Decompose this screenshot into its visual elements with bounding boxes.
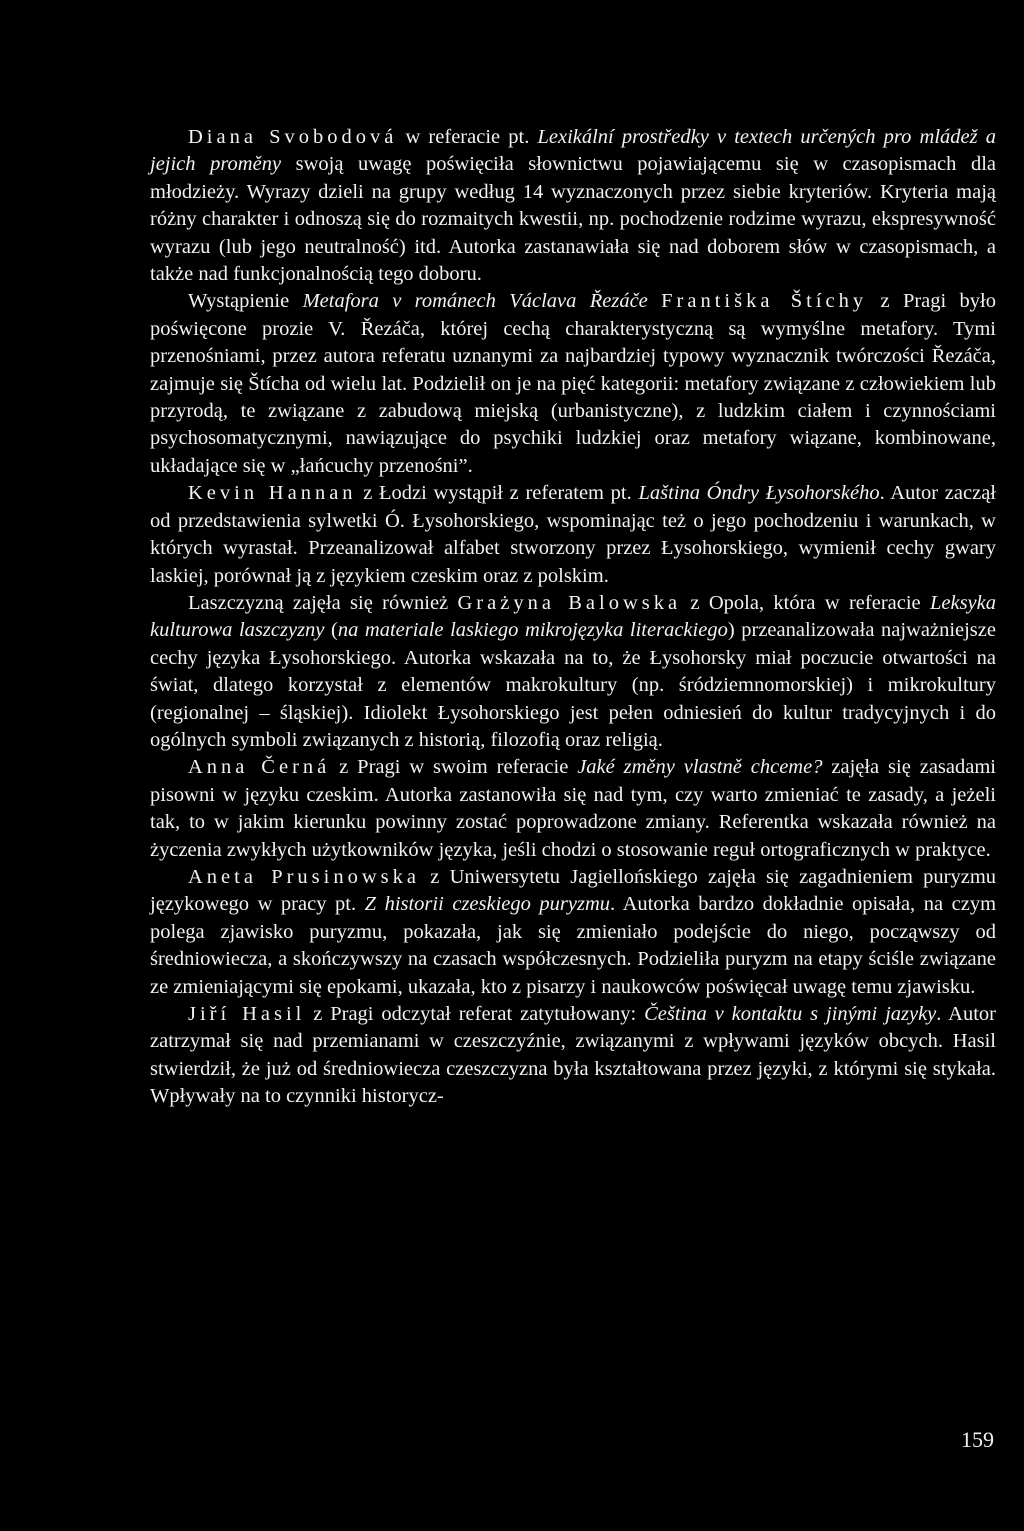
document-body [150,124,996,1111]
author-name: Františka Štíchy [661,290,868,313]
body-text: . Autor zatrzymał się nad przemianami w czeszczyźnie, związanymi z wpływami języków obcych. Hasil stwierdził, że już od średniowiecza czeszczyzna była kształtowana przez języki, z którymi się stykała. Wpływały na to czynniki historycz- [150,1003,997,1108]
paragraph [150,864,996,1001]
body-text: ( [324,619,338,642]
body-text: w referacie pt. [397,126,538,148]
body-text: z Łodzi wystąpił z referatem pt. [356,482,639,505]
author-name: Grażyna Balowska [457,591,682,614]
paragraph [150,480,996,590]
title-text: na materiale laskiego mikrojęzyka literackiego [337,619,728,642]
title-text: Laština Óndry Łysohorského [638,482,880,505]
body-text: z Uniwersytetu Jagiellońskiego zajęła się zagadnieniem puryzmu językowego w pracy pt. [150,865,997,916]
paragraph [150,754,996,864]
author-name: Diana Svobodová [188,126,398,148]
paragraph [150,590,996,754]
body-text [648,290,661,312]
document-page [150,124,996,1111]
page-number: 159 [961,1427,994,1452]
author-name: Kevin Hannan [188,482,357,505]
title-text: Lexikální prostředky v textech určených pro mládež a jejich proměny [150,126,996,176]
body-text: . Autorka bardzo dokładnie opisała, na czym polega zjawisko puryzmu, pokazała, jak się zmieniało podejście do niego, począwszy od średniowiecza, a skończywszy na czasach współczesnych. Podzieliła puryzm na etapy ściśle związane ze zmieniającymi się epokami, ukazała, kto z pisarzy i naukowców poświęcał uwagę temu zjawisku. [150,893,997,998]
body-text: ) przeanalizowała najważniejsze cechy języka Łysohorskiego. Autorka wskazała na to, że Łysohorsky miał poczucie otwartości na świat, dlatego korzystał z elementów makrokultury (np. śródziemnomorskiej) i mikrokultury (regionalnej – śląskiej). Idiolekt Łysohorskiego jest pełen odniesień do kultur tradycyjnych i do ogólnych symboli związanych z historią, filozofią oraz religią. [150,619,996,751]
body-text: z Opola, która w referacie [681,591,930,614]
body-text: Wystąpienie [188,290,303,313]
body-text: . Autor zaczął od przedstawienia sylwetki Ó. Łysohorskiego, wspominając też o jego pochodzeniu i warunkach, w których wyrastał. Przeanalizował alfabet stworzony przez Łysohorskiego, wymienił cechy gwary laskiej, porównał ją z językiem czeskim oraz z polskim. [150,482,996,587]
paragraph [150,124,996,288]
body-text: z Pragi odczytał referat zatytułowany: [305,1003,645,1025]
paragraph [150,1001,996,1111]
body-text: zajęła się zasadami pisowni w języku czeskim. Autorka zastanowiła się nad tym, czy warto zmieniać te zasady, a jeżeli tak, to w jakim kierunku powinny zostać poprowadzone zmiany. Referentka wskazała również na życzenia zwykłych użytkowników języka, jeśli chodzi o stosowanie reguł ortograficznych w praktyce. [150,756,997,861]
body-text: swoją uwagę poświęciła słownictwu pojawiającemu się w czasopismach dla młodzieży. Wyrazy dzieli na grupy według 14 wyznaczonych przez siebie kryteriów. Kryteria mają różny charakter i odnoszą się do rozmaitych kwestii, np. pochodzenie rodzime wyrazu, ekspresywność wyrazu (lub jego neutralność) itd. Autorka zastanawiała się nad doborem słów w czasopismach, a także nad funkcjonalnością tego doboru. [150,153,996,286]
author-name: Jiří Hasil [188,1003,306,1025]
paragraph [150,288,996,480]
body-text: z Pragi było poświęcone prozie V. Řezáča, której cechą charakterystyczną są wymyślne metafory. Tymi przenośniami, przez autora referatu uznanymi za najbardziej typowy wyznacznik twórczości Řezáča, zajmuje się Štícha od wielu lat. Podzielił on je na pięć kategorii: metafory związane z człowiekiem lub przyrodą, te związane z zabudową miejską (urbanistyczne), z ludzkim ciałem i czynnościami psychosomatycznymi, nawiązujące do psychiki ludzkiej oraz metafory wiązane, kombinowane, układające się w „łańcuchy przenośni”. [150,290,996,477]
title-text: Čeština v kontaktu s jinými jazyky [644,1003,937,1025]
title-text: Metafora v románech Václava Řezáče [302,290,648,313]
author-name: Anna Černá [188,756,331,779]
title-text: Z historii czeskiego puryzmu [364,893,611,916]
title-text: Jaké změny vlastně chceme? [577,756,823,779]
author-name: Aneta Prusinowska [188,865,420,888]
title-text: Leksyka kulturowa laszczyzny [150,591,996,642]
body-text: z Pragi w swoim referacie [330,756,578,779]
body-text: Laszczyzną zajęła się również [188,591,458,614]
